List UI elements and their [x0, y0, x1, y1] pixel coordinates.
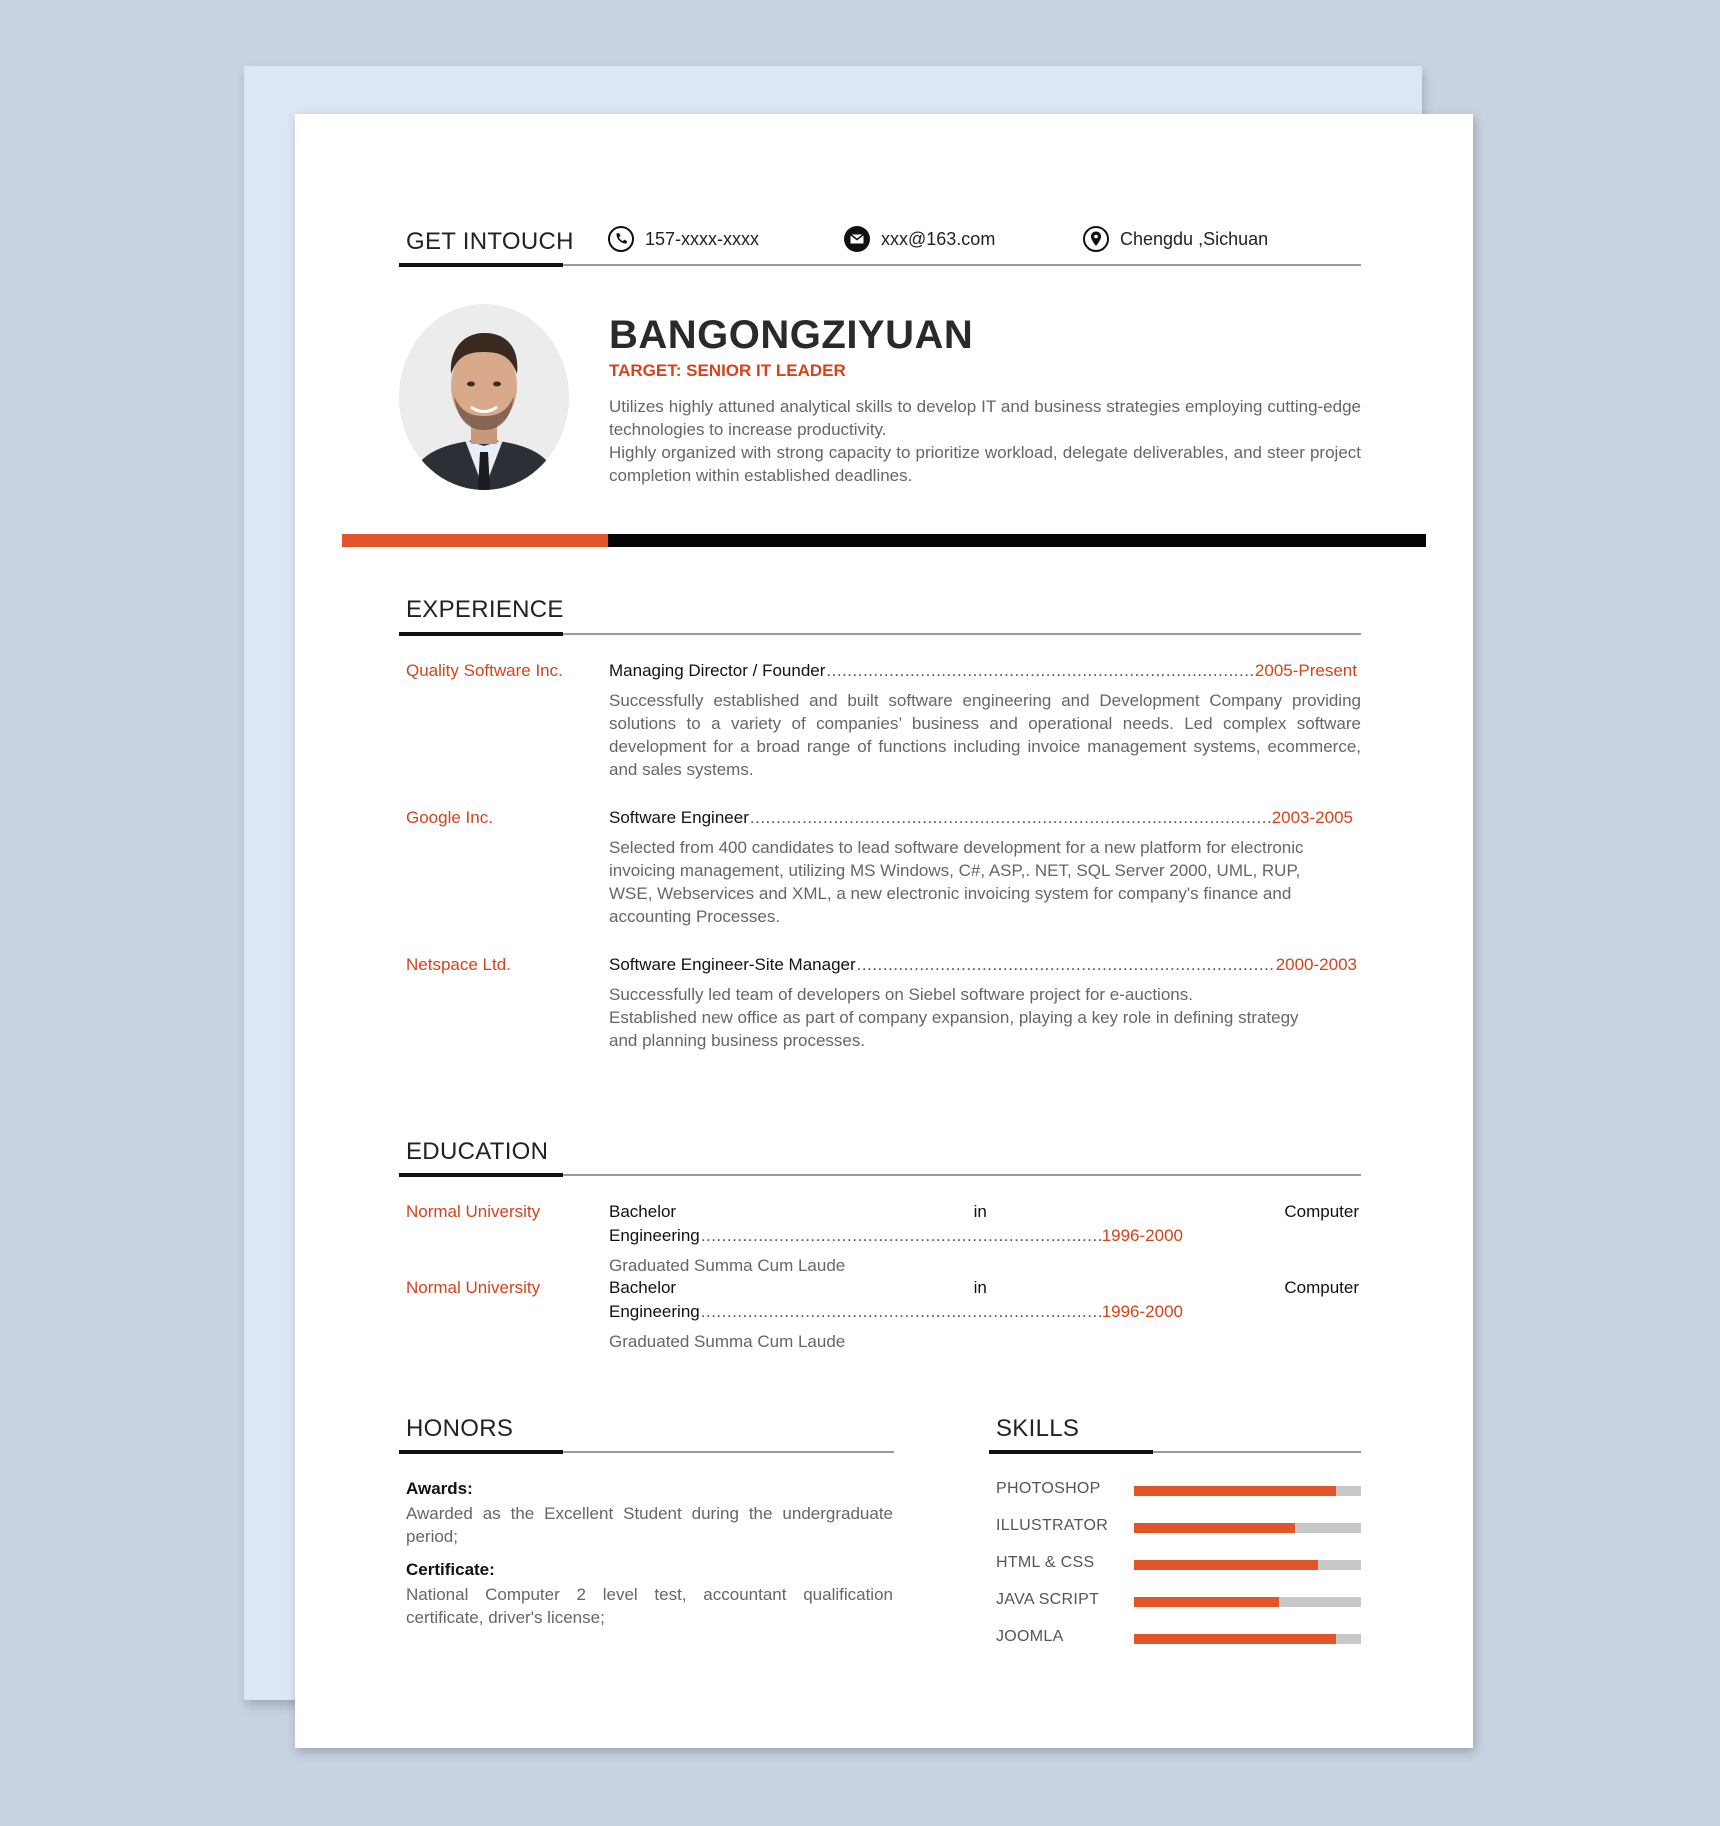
- degree-word: Bachelor: [609, 1202, 677, 1221]
- skill-bar: [1134, 1486, 1361, 1496]
- profile-summary: [609, 395, 1361, 487]
- phone-number: 157-xxxx-xxxx: [645, 228, 760, 249]
- divider-accent-bar: [342, 534, 608, 547]
- profile-photo: [399, 304, 569, 490]
- education-degree-line: [609, 1302, 1183, 1322]
- skill-bar-fill: [1134, 1634, 1336, 1644]
- experience-description: Successfully established and built software engineering and Development Company providing solutions to a variety of companies’ business and operational needs. Led complex software development for a broad range of functions including invoice management systems, ecommerce, and sales systems.: [609, 691, 1361, 779]
- location-text: Chengdu ,Sichuan: [1120, 228, 1269, 249]
- education-rule-accent: [399, 1173, 563, 1177]
- contact-rule-accent: [399, 263, 563, 267]
- experience-rule-accent: [399, 632, 563, 636]
- skill-bar-fill: [1134, 1523, 1295, 1533]
- experience-role-line: [609, 808, 1353, 828]
- degree-word: in: [973, 1278, 987, 1297]
- email-address: xxx@163.com: [881, 228, 996, 249]
- education-degree-line: [609, 1202, 1359, 1222]
- experience-description: Selected from 400 candidates to lead software development for a new platform for electronic invoicing management, utilizing MS Windows, C#, ASP,. NET, SQL Server 2000, UML, RUP, WSE, Webservices and XML, a new electronic invoicing system for company's finance and accounting Processes.: [609, 838, 1304, 926]
- skill-bar-fill: [1134, 1486, 1336, 1496]
- experience-role: Software Engineer-Site Manager: [609, 955, 856, 974]
- contact-section-title: GET INTOUCH: [406, 228, 574, 255]
- degree-word: Engineering: [609, 1302, 700, 1321]
- education-date: 1996-2000: [1101, 1302, 1183, 1321]
- awards-label: Awards:: [406, 1479, 473, 1498]
- skill-bar: [1134, 1560, 1361, 1570]
- experience-description: [609, 983, 1321, 1052]
- experience-role-line: [609, 661, 1357, 681]
- education-school: Normal University: [406, 1278, 541, 1297]
- education-note: Graduated Summa Cum Laude: [609, 1332, 846, 1351]
- degree-word: Computer: [1284, 1278, 1359, 1297]
- experience-description-line: Successfully led team of developers on Siebel software project for e-auctions.: [609, 985, 1193, 1004]
- certificate-label: Certificate:: [406, 1560, 495, 1579]
- divider-dark-bar: [608, 534, 1426, 547]
- education-degree-line: [609, 1278, 1359, 1298]
- honors-section-title: HONORS: [406, 1415, 514, 1442]
- skill-name: JAVA SCRIPT: [996, 1591, 1100, 1608]
- profile-name: BANGONGZIYUAN: [609, 313, 974, 357]
- degree-word: Bachelor: [609, 1278, 677, 1297]
- skill-name: HTML & CSS: [996, 1554, 1095, 1571]
- degree-word: in: [973, 1202, 987, 1221]
- degree-word: Engineering: [609, 1226, 700, 1245]
- mail-icon: [843, 225, 871, 253]
- dot-leader: [701, 1302, 1101, 1322]
- certificate-text: National Computer 2 level test, accountant qualification certificate, driver's license;: [406, 1585, 893, 1627]
- skill-bar: [1134, 1597, 1361, 1607]
- skills-section-title: SKILLS: [996, 1415, 1080, 1442]
- honors-rule-accent: [399, 1450, 563, 1454]
- skill-name: PHOTOSHOP: [996, 1480, 1101, 1497]
- skill-name: JOOMLA: [996, 1628, 1064, 1645]
- experience-date: 2003-2005: [1271, 808, 1353, 827]
- education-note: Graduated Summa Cum Laude: [609, 1256, 846, 1275]
- experience-date: 2005-Present: [1254, 661, 1357, 680]
- phone-icon: [607, 225, 635, 253]
- contact-email: [843, 225, 995, 253]
- profile-target: TARGET: SENIOR IT LEADER: [609, 361, 846, 380]
- experience-description-line: Established new office as part of company expansion, playing a key role in defining strategy and planning business processes.: [609, 1008, 1299, 1050]
- dot-leader: [857, 955, 1275, 975]
- experience-company: Google Inc.: [406, 808, 493, 827]
- experience-role: Managing Director / Founder: [609, 661, 826, 680]
- experience-company: Netspace Ltd.: [406, 955, 511, 974]
- skill-bar-fill: [1134, 1560, 1318, 1570]
- summary-line-2: Highly organized with strong capacity to prioritize workload, delegate deliverables, and steer project completion within established deadlines.: [609, 443, 1361, 485]
- contact-location: [1082, 225, 1268, 253]
- contact-phone: [607, 225, 759, 253]
- dot-leader: [701, 1226, 1101, 1246]
- awards-text: Awarded as the Excellent Student during the undergraduate period;: [406, 1504, 893, 1546]
- experience-company: Quality Software Inc.: [406, 661, 563, 680]
- experience-role-line: [609, 955, 1357, 975]
- skill-bar-fill: [1134, 1597, 1279, 1607]
- education-date: 1996-2000: [1101, 1226, 1183, 1245]
- resume-page: [295, 114, 1473, 1748]
- location-pin-icon: [1082, 225, 1110, 253]
- dot-leader: [826, 661, 1254, 681]
- skill-name: ILLUSTRATOR: [996, 1517, 1109, 1534]
- education-school: Normal University: [406, 1202, 541, 1221]
- dot-leader: [750, 808, 1271, 828]
- experience-section-title: EXPERIENCE: [406, 596, 564, 623]
- education-degree-line: [609, 1226, 1183, 1246]
- skill-bar: [1134, 1634, 1361, 1644]
- experience-role: Software Engineer: [609, 808, 749, 827]
- skill-bar: [1134, 1523, 1361, 1533]
- skills-rule-accent: [989, 1450, 1153, 1454]
- education-section-title: EDUCATION: [406, 1138, 549, 1165]
- summary-line-1: Utilizes highly attuned analytical skills to develop IT and business strategies employing cutting-edge technologies to increase productivity.: [609, 397, 1361, 439]
- experience-date: 2000-2003: [1275, 955, 1357, 974]
- degree-word: Computer: [1284, 1202, 1359, 1221]
